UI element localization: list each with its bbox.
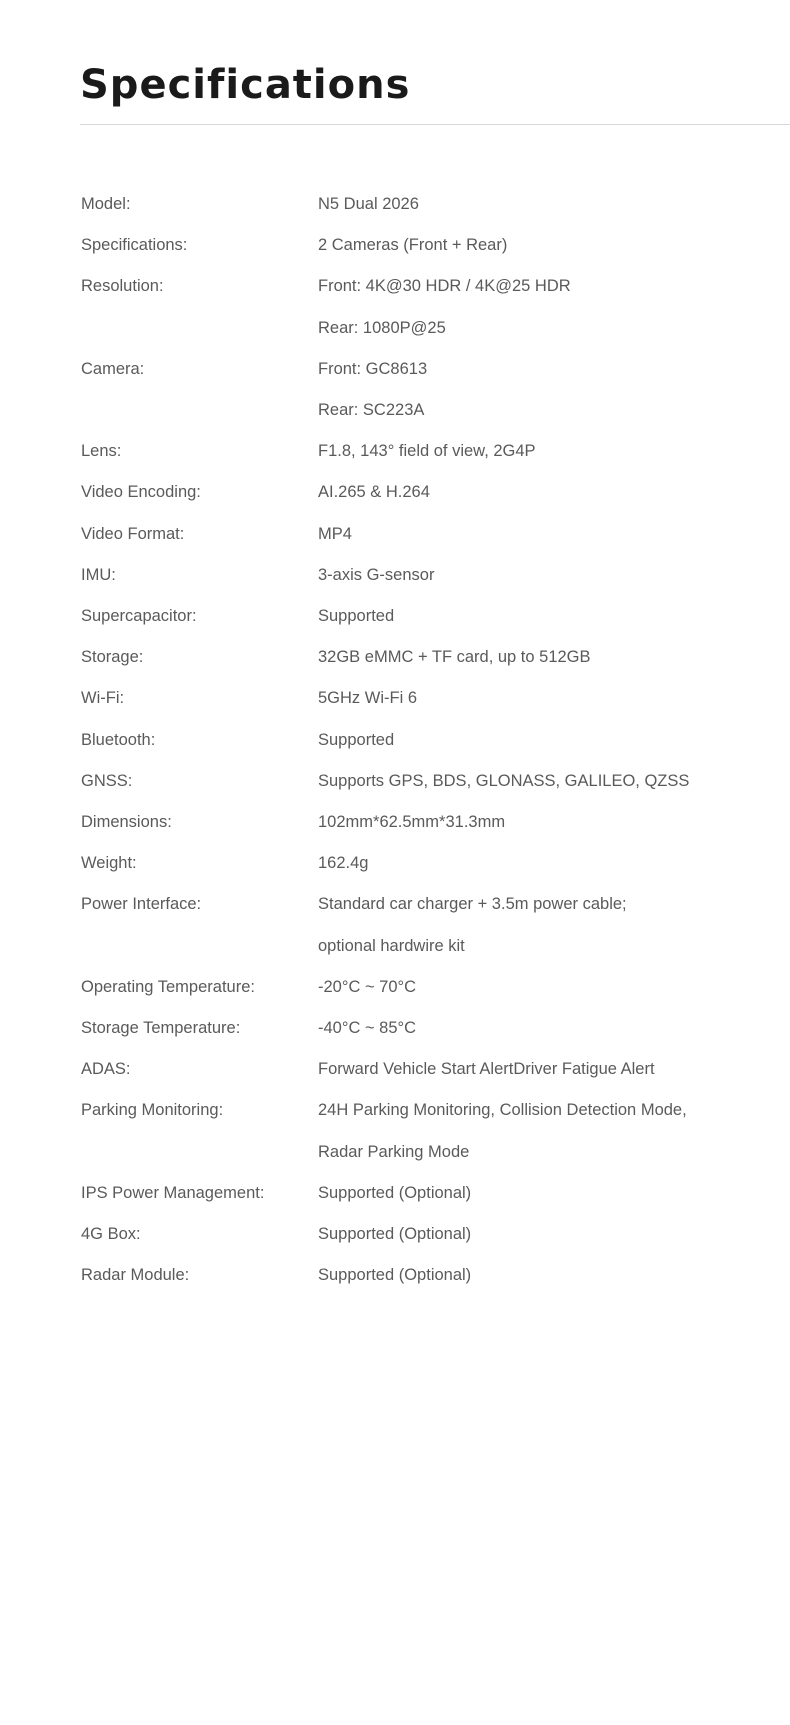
spec-row bbox=[81, 761, 781, 802]
spec-value: 24H Parking Monitoring, Collision Detection Mode, bbox=[318, 1101, 687, 1120]
spec-values bbox=[318, 1214, 781, 1255]
spec-values bbox=[318, 472, 781, 513]
spec-label: GNSS: bbox=[81, 771, 133, 790]
spec-value: Supported (Optional) bbox=[318, 1266, 472, 1285]
spec-values bbox=[318, 349, 781, 431]
spec-value: N5 Dual 2026 bbox=[318, 195, 419, 213]
spec-label: ADAS: bbox=[81, 1060, 131, 1079]
spec-values bbox=[318, 596, 781, 637]
spec-value: Rear: 1080P@25 bbox=[318, 318, 446, 337]
spec-label: Video Format: bbox=[81, 524, 185, 543]
spec-values bbox=[318, 1008, 781, 1049]
spec-values bbox=[318, 1255, 781, 1296]
spec-value: 5GHz Wi-Fi 6 bbox=[318, 689, 417, 708]
spec-label: Specifications: bbox=[81, 236, 188, 255]
spec-label: Supercapacitor: bbox=[81, 607, 197, 626]
spec-value: AI.265 & H.264 bbox=[318, 483, 430, 502]
spec-row bbox=[81, 431, 781, 472]
spec-value: 3-axis G-sensor bbox=[318, 565, 435, 584]
spec-label: Power Interface: bbox=[81, 895, 202, 914]
spec-values bbox=[318, 266, 781, 348]
spec-row bbox=[81, 596, 781, 637]
spec-value: Supports GPS, BDS, GLONASS, GALILEO, QZSS bbox=[318, 771, 690, 790]
spec-values bbox=[318, 1173, 781, 1214]
spec-value: -40°C ~ 85°C bbox=[318, 1019, 417, 1038]
spec-row bbox=[81, 472, 781, 513]
spec-label: Storage Temperature: bbox=[81, 1019, 241, 1038]
spec-values bbox=[318, 843, 781, 884]
spec-row bbox=[81, 266, 781, 348]
spec-value: Supported (Optional) bbox=[318, 1183, 472, 1202]
spec-values bbox=[318, 678, 781, 719]
spec-value: Rear: SC223A bbox=[318, 401, 425, 420]
spec-row bbox=[81, 1214, 781, 1255]
spec-value: MP4 bbox=[318, 524, 352, 543]
spec-row bbox=[81, 514, 781, 555]
spec-row bbox=[81, 967, 781, 1008]
specifications-table bbox=[81, 184, 781, 1296]
spec-label: Bluetooth: bbox=[81, 730, 156, 749]
spec-row bbox=[81, 225, 781, 266]
spec-row bbox=[81, 349, 781, 431]
spec-value: Forward Vehicle Start AlertDriver Fatigue Alert bbox=[318, 1060, 655, 1079]
spec-label: Weight: bbox=[81, 854, 137, 873]
spec-label: Resolution: bbox=[81, 277, 164, 296]
spec-values bbox=[318, 720, 781, 761]
spec-row bbox=[81, 678, 781, 719]
spec-value: Supported (Optional) bbox=[318, 1225, 472, 1244]
spec-label: Storage: bbox=[81, 648, 144, 667]
spec-label: Camera: bbox=[81, 359, 145, 378]
spec-values bbox=[318, 1049, 781, 1090]
spec-row bbox=[81, 1173, 781, 1214]
spec-value: optional hardwire kit bbox=[318, 936, 465, 955]
spec-value: Supported bbox=[318, 730, 395, 749]
spec-values bbox=[318, 761, 781, 802]
spec-values bbox=[318, 225, 781, 266]
spec-label: Video Encoding: bbox=[81, 483, 201, 502]
spec-value: Radar Parking Mode bbox=[318, 1142, 470, 1161]
spec-label: Lens: bbox=[81, 442, 122, 461]
title-divider bbox=[80, 124, 790, 125]
spec-row bbox=[81, 1049, 781, 1090]
spec-value: F1.8, 143° field of view, 2G4P bbox=[318, 442, 536, 461]
spec-value: Front: 4K@30 HDR / 4K@25 HDR bbox=[318, 277, 571, 296]
spec-label: Radar Module: bbox=[81, 1266, 190, 1285]
spec-label: Model: bbox=[81, 195, 131, 213]
page-title: Specifications bbox=[80, 62, 411, 108]
spec-label: Operating Temperature: bbox=[81, 977, 255, 996]
spec-value: -20°C ~ 70°C bbox=[318, 977, 417, 996]
spec-values bbox=[318, 431, 781, 472]
spec-label: Parking Monitoring: bbox=[81, 1101, 224, 1120]
spec-value: Supported bbox=[318, 607, 395, 626]
spec-value: 32GB eMMC + TF card, up to 512GB bbox=[318, 648, 591, 667]
spec-label: IPS Power Management: bbox=[81, 1183, 265, 1202]
spec-row bbox=[81, 184, 781, 225]
spec-value: 102mm*62.5mm*31.3mm bbox=[318, 813, 506, 832]
spec-value: 2 Cameras (Front + Rear) bbox=[318, 236, 508, 255]
spec-value: Front: GC8613 bbox=[318, 359, 428, 378]
spec-values bbox=[318, 1090, 781, 1172]
spec-values bbox=[318, 555, 781, 596]
spec-row bbox=[81, 884, 781, 966]
spec-row bbox=[81, 843, 781, 884]
spec-row bbox=[81, 555, 781, 596]
spec-row bbox=[81, 720, 781, 761]
spec-values bbox=[318, 967, 781, 1008]
spec-row bbox=[81, 1008, 781, 1049]
spec-label: Dimensions: bbox=[81, 813, 172, 832]
spec-value: 162.4g bbox=[318, 854, 369, 873]
spec-values bbox=[318, 184, 781, 225]
spec-label: Wi-Fi: bbox=[81, 689, 125, 708]
spec-label: 4G Box: bbox=[81, 1225, 141, 1244]
spec-values bbox=[318, 884, 781, 966]
spec-row bbox=[81, 1255, 781, 1296]
spec-values bbox=[318, 514, 781, 555]
spec-label: IMU: bbox=[81, 565, 116, 584]
spec-value: Standard car charger + 3.5m power cable; bbox=[318, 895, 627, 914]
spec-values bbox=[318, 802, 781, 843]
spec-row bbox=[81, 802, 781, 843]
spec-row bbox=[81, 637, 781, 678]
spec-row bbox=[81, 1090, 781, 1172]
spec-values bbox=[318, 637, 781, 678]
